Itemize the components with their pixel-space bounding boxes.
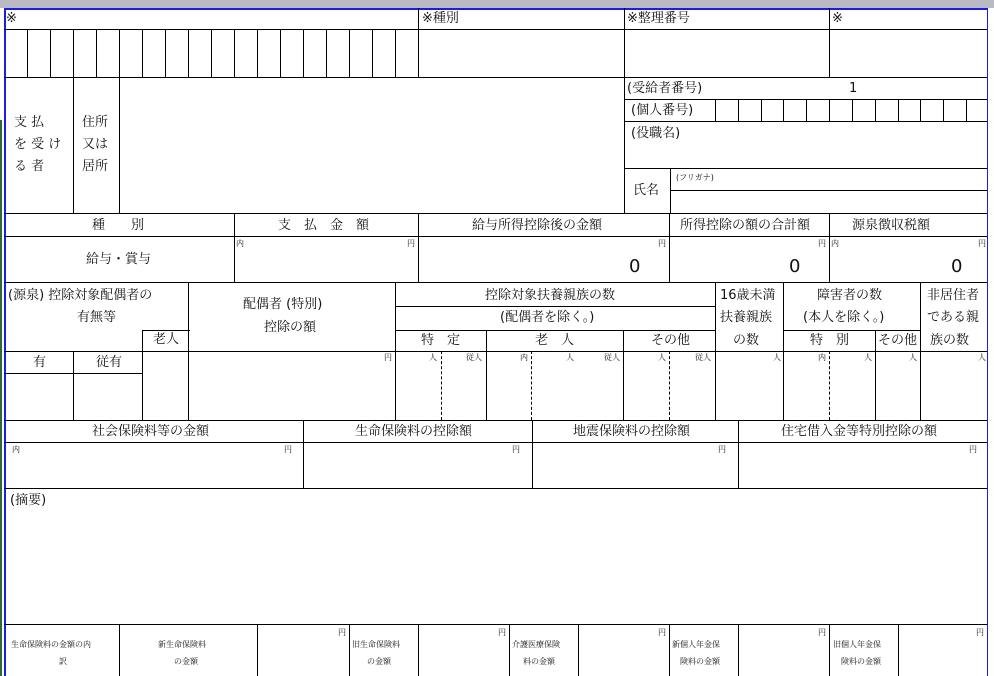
header-life-insurance: 生命保険料の控除額 — [355, 424, 473, 439]
elderly-label: 老人 — [153, 332, 180, 347]
old-pension-insurance-label-2: 険料の金額 — [841, 657, 881, 666]
spouse-deduction-header: 配偶者 (特別) — [243, 297, 323, 312]
dependents-header-sub: (配偶者を除く。) — [500, 310, 595, 325]
sheet-left-edge — [0, 120, 2, 676]
header-social-insurance: 社会保険料等の金額 — [92, 424, 210, 439]
name-label: 氏名 — [633, 183, 660, 198]
personal-number-label: (個人番号) — [631, 103, 694, 118]
unit-yen: 円 — [658, 239, 666, 248]
header-after-deduction: 給与所得控除後の金額 — [472, 218, 603, 233]
under16-header-3: の数 — [733, 333, 760, 348]
disabled-header-sub: (本人を除く。) — [803, 310, 885, 325]
unit-yen: 円 — [969, 445, 977, 454]
unit-jyu-person: 従人 — [695, 353, 711, 362]
unit-yen: 円 — [818, 628, 826, 637]
header-housing-loan: 住宅借入金等特別控除の額 — [781, 424, 938, 439]
elderly-dependents-label: 老 人 — [535, 333, 575, 348]
breakdown-title-2: 訳 — [59, 657, 67, 666]
care-insurance-label-2: 料の金額 — [523, 657, 555, 666]
old-life-insurance-label-2: の金額 — [367, 657, 391, 666]
unit-inner: 内 — [520, 353, 528, 362]
kind-value: 給与・賞与 — [86, 252, 152, 267]
unit-person: 人 — [773, 353, 781, 362]
unit-yen: 円 — [407, 239, 415, 248]
disabled-other-label: その他 — [878, 333, 918, 348]
nonresident-header-3: 族の数 — [930, 333, 970, 348]
disabled-header: 障害者の数 — [817, 288, 883, 303]
header-withholding-tax: 源泉徴収税額 — [852, 218, 931, 233]
recipient-number-value: 1 — [849, 81, 858, 96]
remarks-label: (摘要) — [10, 493, 47, 508]
address-label: 住所 又は 居所 — [82, 115, 109, 174]
under16-header-2: 扶養親族 — [720, 310, 773, 325]
window-right-margin — [988, 8, 994, 676]
header-deduction-total: 所得控除の額の合計額 — [680, 218, 811, 233]
unit-inner: 内 — [818, 353, 826, 362]
furigana-label: (フリガナ) — [676, 173, 714, 182]
breakdown-title: 生命保険料の金額の内 — [11, 640, 91, 649]
spouse-jyu-yes-label: 従有 — [96, 355, 123, 370]
unit-yen: 円 — [718, 445, 726, 454]
job-title-label: (役職名) — [631, 126, 681, 141]
withholding-tax-value: 0 — [951, 256, 963, 277]
mark-right: ※ — [832, 11, 843, 26]
unit-jyu-person: 従人 — [604, 353, 620, 362]
other-label: その他 — [651, 333, 691, 348]
unit-person: 人 — [658, 353, 666, 362]
unit-person: 人 — [909, 353, 917, 362]
nonresident-header: 非居住者 — [927, 288, 980, 303]
unit-inner: 内 — [831, 239, 839, 248]
unit-yen: 円 — [498, 628, 506, 637]
unit-yen: 円 — [978, 239, 986, 248]
deduction-total-value: 0 — [789, 256, 801, 277]
unit-jyu-person: 従人 — [466, 353, 482, 362]
spouse-yes-label: 有 — [33, 355, 47, 370]
care-insurance-label: 介護医療保険 — [512, 640, 560, 649]
old-life-insurance-label: 旧生命保険料 — [352, 640, 400, 649]
header-earthquake-insurance: 地震保険料の控除額 — [573, 424, 691, 439]
recipient-number-label: (受給者番号) — [627, 81, 703, 96]
unit-inner: 内 — [12, 445, 20, 454]
unit-person: 人 — [429, 353, 437, 362]
old-pension-insurance-label: 旧個人年金保 — [833, 640, 881, 649]
spouse-deduction-sub: 控除の額 — [264, 320, 317, 335]
nonresident-header-2: である親 — [927, 310, 980, 325]
payee-label: 支 払 を 受 け る 者 — [14, 115, 62, 174]
spouse-header-sub: 有無等 — [77, 310, 117, 325]
unit-yen: 円 — [512, 445, 520, 454]
kind-label: ※種別 — [422, 11, 459, 26]
after-deduction-value: 0 — [629, 256, 641, 277]
dependents-header: 控除対象扶養親族の数 — [485, 288, 616, 303]
window-top-bar — [0, 0, 994, 8]
unit-inner: 内 — [236, 239, 244, 248]
disabled-special-label: 特 別 — [810, 333, 850, 348]
unit-yen: 円 — [338, 628, 346, 637]
new-life-insurance-label-2: の金額 — [174, 657, 198, 666]
unit-person: 人 — [864, 353, 872, 362]
new-life-insurance-label: 新生命保険料 — [158, 640, 206, 649]
under16-header: 16歳未満 — [720, 288, 776, 303]
serial-number-label: ※整理番号 — [627, 11, 690, 26]
unit-person: 人 — [978, 353, 986, 362]
new-pension-insurance-label: 新個人年金保 — [672, 640, 720, 649]
mark-left: ※ — [6, 11, 17, 26]
spouse-header: (源泉) 控除対象配偶者の — [8, 288, 153, 303]
new-pension-insurance-label-2: 険料の金額 — [680, 657, 720, 666]
specific-label: 特 定 — [421, 333, 461, 348]
header-payment-amount: 支 払 金 額 — [278, 218, 370, 233]
unit-yen: 円 — [976, 628, 984, 637]
unit-person: 人 — [566, 353, 574, 362]
unit-yen: 円 — [658, 628, 666, 637]
unit-yen: 円 — [818, 239, 826, 248]
unit-yen: 円 — [284, 445, 292, 454]
unit-yen: 円 — [384, 353, 392, 362]
header-kind: 種 別 — [92, 218, 145, 233]
